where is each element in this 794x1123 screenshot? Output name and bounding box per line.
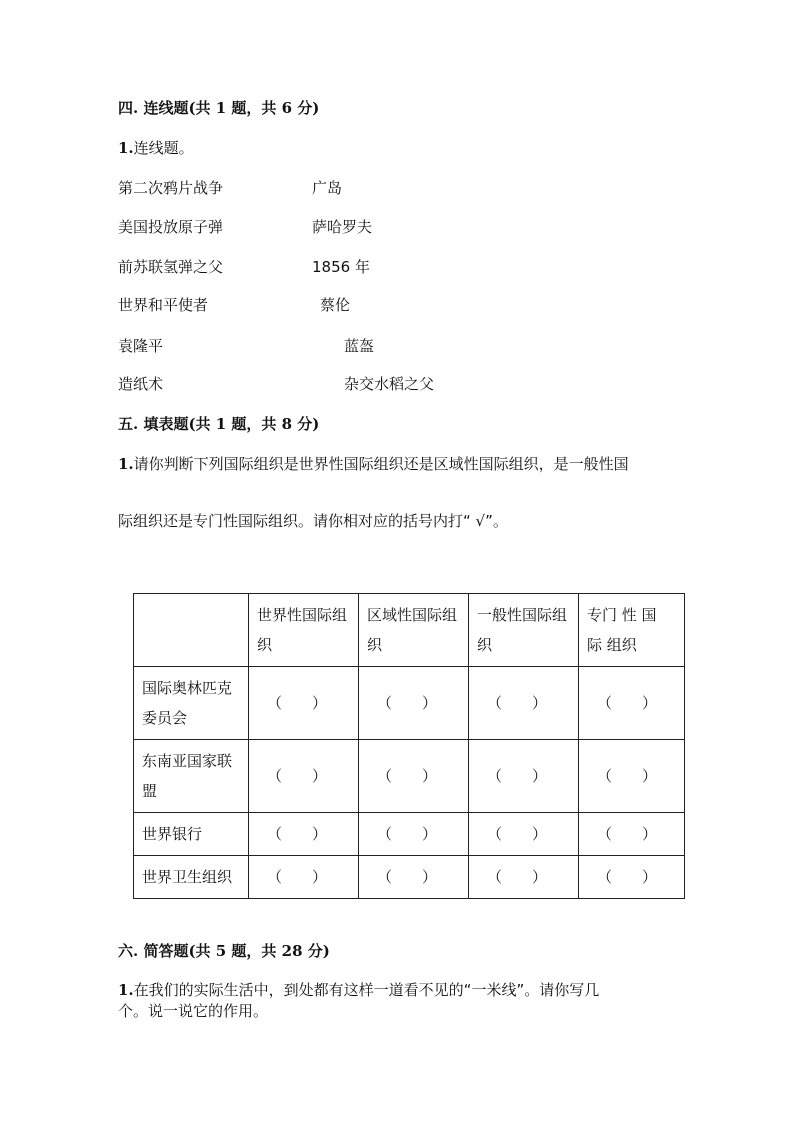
answer-blank[interactable]: （ ） [359,667,469,740]
table-header-cell: 区域性国际组织 [359,594,469,667]
answer-blank[interactable]: （ ） [359,813,469,856]
answer-blank[interactable]: （ ） [249,667,359,740]
table-row [134,813,685,856]
answer-blank[interactable]: （ ） [579,667,685,740]
question-text: 连线题。 [133,139,194,157]
row-label: 国际奥林匹克委员会 [134,667,249,740]
table-header-row [134,594,685,667]
match-left-item: 美国投放原子弹 [118,218,224,236]
answer-blank[interactable]: （ ） [249,813,359,856]
match-right-item: 萨哈罗夫 [312,218,373,236]
match-left-item: 袁隆平 [118,337,164,355]
answer-blank[interactable]: （ ） [359,856,469,899]
table-header-cell: 专门 性 国 际 组织 [579,594,685,667]
section-4-question [118,137,194,158]
match-left-item: 造纸术 [118,375,164,393]
organization-table [133,593,685,899]
section-6-question-line2: 个。说一说它的作用。 [118,1002,269,1020]
question-text: 在我们的实际生活中，到处都有这样一道看不见的“一米线”。请你写几 [133,981,600,999]
match-left-item: 世界和平使者 [118,296,209,314]
section-5-question-line2: 际组织还是专门性国际组织。请你相对应的括号内打“ √”。 [118,512,508,530]
match-left-item: 第二次鸦片战争 [118,179,224,197]
table-header-cell [134,594,249,667]
question-number: 1. [118,139,134,157]
section-6-heading: 六. 简答题(共 5 题，共 28 分) [118,942,330,960]
match-left-item: 前苏联氢弹之父 [118,258,224,276]
answer-blank[interactable]: （ ） [469,740,579,813]
answer-blank[interactable]: （ ） [469,813,579,856]
answer-blank[interactable]: （ ） [359,740,469,813]
row-label: 世界银行 [134,813,249,856]
match-right-item: 蓝盔 [344,337,375,355]
answer-blank[interactable]: （ ） [579,813,685,856]
answer-blank[interactable]: （ ） [469,856,579,899]
answer-blank[interactable]: （ ） [249,856,359,899]
match-right-item: 1856 年 [312,258,370,276]
table-row [134,856,685,899]
table-row [134,740,685,813]
section-5-heading: 五. 填表题(共 1 题，共 8 分) [118,415,320,433]
table-header-cell: 一般性国际组织 [469,594,579,667]
answer-blank[interactable]: （ ） [469,667,579,740]
answer-blank[interactable]: （ ） [579,740,685,813]
answer-blank[interactable]: （ ） [579,856,685,899]
match-right-item: 杂交水稻之父 [344,375,435,393]
question-number: 1. [118,981,134,999]
question-number: 1. [118,455,134,473]
table-header-cell: 世界性国际组织 [249,594,359,667]
answer-blank[interactable]: （ ） [249,740,359,813]
section-5-question-line1 [118,453,629,474]
row-label: 世界卫生组织 [134,856,249,899]
row-label: 东南亚国家联盟 [134,740,249,813]
question-text: 请你判断下列国际组织是世界性国际组织还是区域性国际组织，是一般性国 [133,455,629,473]
match-right-item: 蔡伦 [320,296,351,314]
section-4-heading: 四. 连线题(共 1 题，共 6 分) [118,99,320,117]
section-6-question-line1 [118,979,599,1000]
match-right-item: 广岛 [312,179,343,197]
table-row [134,667,685,740]
